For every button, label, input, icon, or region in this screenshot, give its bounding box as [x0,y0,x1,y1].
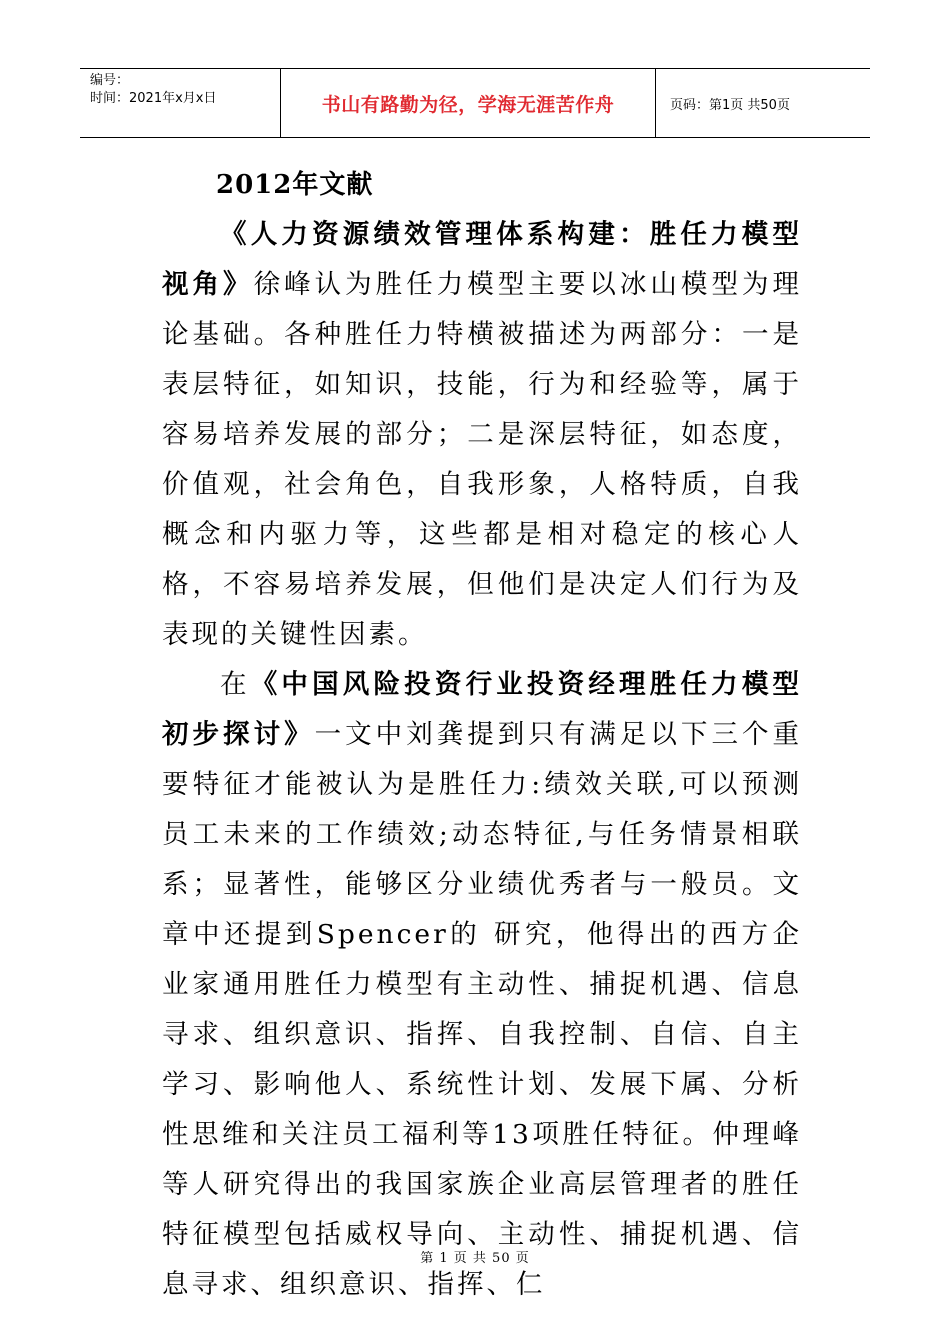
page-footer: 第 1 页 共 50 页 [420,1251,530,1266]
header-motto: 书山有路勤为径，学海无涯苦作舟 [281,69,656,137]
header-meta [80,69,281,137]
paragraph-1 [162,210,802,660]
page-header [80,68,870,138]
paragraph-2-prefix: 在 [220,669,251,700]
paragraph-2-text: 一文中刘龚提到只有满足以下三个重要特征才能被认为是胜任力:绩效关联,可以预测员工未来的工作绩效;动态特征,与任务情景相联系；显著性，能够区分业绩优秀者与一般员。文章中还提到Spencer的 研究，他得出的西方企业家通用胜任力模型有主动性、捕捉机遇、信息寻求、组织意识、指挥、自我控制、自信、自主学习、影响他人、系统性计划、发展下属、分析性思维和关注员工福利等13项胜任特征。仲理峰等人研究得出的我国家族企业高层管理者的胜任特征模型包括威权导向、主动性、捕捉机遇、信息寻求、组织意识、指挥、仁 [162,719,802,1300]
section-heading: 2012年文献 [216,170,374,200]
paragraph-2 [162,660,802,1310]
paragraph-2-title: 《中国风险投资行业投资经理胜任力模型初步探讨》 [162,669,803,750]
header-page-info: 页码：第1页 共50页 [670,97,790,113]
document-number-label: 编号： [90,73,130,88]
paragraph-1-text: 徐峰认为胜任力模型主要以冰山模型为理论基础。各种胜任力特横被描述为两部分：一是表层特征，如知识，技能，行为和经验等，属于容易培养发展的部分；二是深层特征，如态度，价值观，社会角色，自我形象，人格特质，自我概念和内驱力等，这些都是相对稳定的核心人格，不容易培养发展，但他们是决定人们行为及表现的关键性因素。 [162,269,803,650]
document-body [162,160,802,1310]
paragraph-1-title: 《人力资源绩效管理体系构建：胜任力模型视角》 [162,219,802,300]
document-time-label: 时间：2021年x月x日 [90,91,217,106]
